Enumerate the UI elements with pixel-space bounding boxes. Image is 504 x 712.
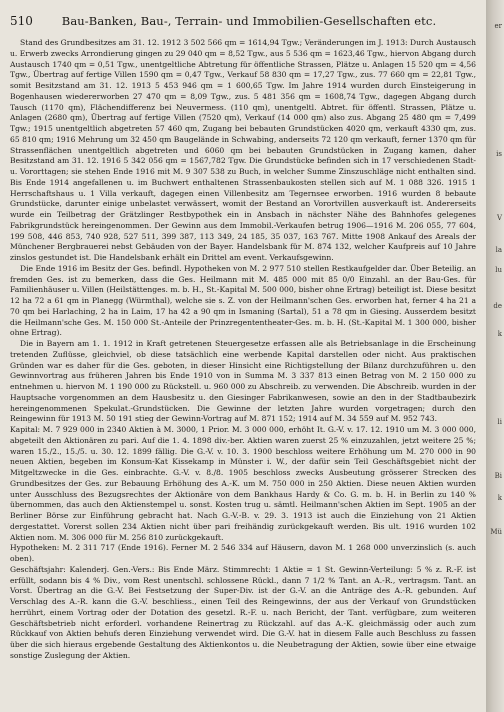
edge-fragment: Mü bbox=[490, 528, 502, 536]
adjacent-page-edge bbox=[486, 0, 504, 712]
paragraph-steuergesetze: Die in Bayern am 1. 1. 1912 in Kraft getretenen Steuergesetze erfassen alle als Betriebsanlage in die Erscheinung tretenden Zuflüsse, gleichviel, ob diese tatsächlich eine werbende Kapital darstellen oder nicht. Aus praktischen Gründen war es daher für die Ges. geboten, in dieser Hinsicht eine Richtigstellung der Bilanz durchzuführen u. den Gewinnvortrag aus früheren Jahren bis Ende 1910 von in Summa M. 3 337 813 einen Betrag von M. 2 150 000 zu entnehmen u. hiervon M. 1 190 000 zu Rückstell. u. 960 000 zu Abschreib. zu verwenden. Die Abschreib. wurden in der Hauptsache vorgenommen an dem Hausbesitz u. den Giesinger Fabrikanwesen, sowie an den in der Stadtbaubezirk hereingenommenen Spekulat.-Grundstücken. Die Gewinne der letzten Jahre wurden vorgetragen; durch den Reingewinn für 1913 M. 50 191 stieg der Gewinn-Vortrag auf M. 871 152; 1914 auf M. 34 559 auf M. 952 743. bbox=[10, 339, 476, 424]
running-title: Bau-Banken, Bau-, Terrain- und Immobilien-Gesellschaften etc. bbox=[61, 14, 437, 28]
page-number: 510 bbox=[10, 14, 33, 28]
paragraph-geschaeftsjahr: Geschäftsjahr: Kalenderj. Gen.-Vers.: Bis Ende März. Stimmrecht: 1 Aktie = 1 St. Gewinn-Verteilung: 5 % z. R.-F. ist erfüllt, sodann bis 4 % Div., vom Rest unentschl. schlossene Rückl., dann 7 1/2 % Tant. an A.-R., vertragsm. Tant. an Vorst. Übertrag an die G.-V. Bei Festsetzung der Super-Div. ist der G.-V. an die Anträge des A.-R. gebunden. Auf Verschlag des A.-R. kann die G.-V. beschliess., einen Teil des Reingewinns, der aus der Verkauf von Grundstücken herrührt, einem Vortrag oder der Dotation des gesetzl. R.-F. u. nach Bericht, der Tant. verfügbare, zum weiteren Geschäftsbetrieb nicht erforderl. vorhandene Reinertrag zu Rückzahl. auf das A.-K. gleichmässig oder auch zum Rückkauf von Aktien behufs deren Einziehung verwendet wird. Die G.-V. hat in diesem Falle auch Beschluss zu fassen über die sich hieraus ergebende Gestaltung des Aktienkontos u. die Neubetragung der Aktien, sowie über eine etwaige sonstige Zuslegung der Aktien. bbox=[10, 564, 476, 660]
page-header bbox=[10, 14, 476, 28]
body-text bbox=[10, 38, 476, 662]
paragraph-hypotheken: Hypotheken: M. 2 311 717 (Ende 1916). Ferner M. 2 546 334 auf Häusern, davon M. 1 268 000 unverzinslich (s. auch oben). bbox=[10, 543, 476, 563]
edge-fragment: k bbox=[497, 330, 502, 338]
edge-fragment: is bbox=[496, 150, 502, 158]
paragraph-hypotheken-beteiligungen: Die Ende 1916 im Besitz der Ges. befindl. Hypotheken von M. 2 977 510 stellen Restkaufgelder dar. Über Beteilig. an fremden Ges. ist zu bemerken, dass die Ges. Heilmann mit M. 485 000 mit 85 0/0 Einzahl. an der Bau-Ges. für Familienhäuser u. Villen (Heilstättenges. m. b. H., St.-Kapital M. 500 000, bisher ohne Ertrag) beteiligt ist. Diese besitzt 12 ha 72 a 61 qm in Planegg (Würmthal), welche sie s. Z. von der Heilmann'schen Ges. erworben hat, ferner 4 ha 21 a 70 qm bei Harlaching, 2 ha in Laim, 17 ha 42 a 90 qm in Ismaning (Sartal), 51 a 78 qm in Giesing. Ausserdem besitzt die Heilmann'sche Ges. M. 150 000 St.-Anteile der Prinzregententheater-Ges. m. b. H. (St.-Kapital M. 1 300 000, bisher ohne Ertrag). bbox=[10, 263, 476, 338]
edge-fragment: de bbox=[493, 302, 502, 310]
edge-fragment: lu bbox=[495, 266, 502, 274]
edge-fragment: k bbox=[497, 494, 502, 502]
edge-fragment: la bbox=[495, 246, 502, 254]
edge-fragment: V bbox=[496, 214, 502, 222]
edge-fragment: er bbox=[494, 22, 502, 30]
paragraph-grundbesitz: Stand des Grundbesitzes am 31. 12. 1912 3 502 566 qm = 1614,94 Tgw.; Veränderungen im J. 1913: Durch Austausch u. Erwerb zwecks Arrondierung gingen zu 29 040 qm = 8,52 Tgw., aus 5 536 qm = 1623,46 Tgw., hiervon Abgang durch Austausch 1740 qm = 0,51 Tgw., unentgeltliche Abtretung für öffentliche Strassen, Plätze u. Anlagen 15 520 qm = 4,56 Tgw., Übertrag auf fertige Villen 1590 qm = 0,47 Tgw., Verkauf 58 830 qm = 17,27 Tgw., zus. 77 660 qm = 22,81 Tgw., somit Besitzstand am 31. 12. 1913 5 453 946 qm = 1 600,65 Tgw. Im Jahre 1914 wurden durch Einsteigerung in Bogenhausen wiedererworben 27 470 qm = 8,09 Tgw., zus. 5 481 356 qm = 1608,74 Tgw., dagegen Abgang durch Tausch (1170 qm), Flächendifferenz bei Neuvermess. (110 qm), unentgeltl. Abtret. für öffentl. Strassen, Plätze u. Anlagen (2680 qm), Übertrag auf fertige Villen (7520 qm), Verkauf (14 000 qm) also zus. Abgang 25 480 qm = 7,499 Tgw.; 1915 unentgeltlich abgetreten 57 460 qm, Zugang bei bebauten Grundstücken 4020 qm, verkauft 4330 qm, zus. 65 810 qm; 1916 Mehrung um 32 450 qm Baugelände in Schwabing, anderseits 72 120 qm verkauft, ferner 1370 qm für Strassenflächen unentgeltlich abgetreten und 6060 qm bei bebauten Grundstücken in Zugang kamen, daher Besitzstand am 31. 12. 1916 5 342 056 qm = 1567,782 Tgw. Die Grundstücke befinden sich in 17 verschiedenen Stadt- u. Vororttagen; sie stehen Ende 1916 mit M. 9 307 538 zu Buch, in welcher Summe Zinszuschläge nicht enthalten sind. Bis Ende 1914 angefallenen u. im Buchwert enthaltenen Strassenbaukosten stellen sich auf M. 1 088 326. 1915 1 Herrschaftshaus u. 1 Villa verkauft, dagegen einen Villenbesitz am Tegernsee erworben. 1916 wurden 8 bebaute Grundstücke, darunter einige unbelastet verwässert, womit der Bestand an Vorortvillen ausverkauft ist. Andererseits wurde ein Teilbetrag der Grätzlinger Restbypothek ein in Ansbach in nächster Nähe des Bahnhofes gelegenes Fabrikgrundstück hereingenommen. Der Gewinn aus dem Immobil.-Verkaufen betrug 1906—1916 M. 206 055, 77 604, 199 508, 446 853, 740 928, 527 511, 399 387, 113 349, 24 185, 35 037, 163 767. Mitte 1908 Ankauf des Areals der Münchener Bergbrauerei nebst Gebäuden von der Bayer. Handelsbank für M. 874 132, welcher Kaufpreis auf 10 Jahre zinslos gestundet ist. Die Handelsbank erhält ein Drittel am event. Verkaufsgewinn. bbox=[10, 38, 476, 262]
edge-fragment: li bbox=[497, 418, 502, 426]
edge-fragment: Bi bbox=[494, 472, 502, 480]
paragraph-kapital: Kapital: M. 7 929 000 in 2340 Aktien à M. 3000, 1 Prior. M. 3 000 000, erhöht It. G.-V. v. 17. 12. 1910 um M. 3 000 000, abgeteilt den Aktionären zu pari. Auf die 1. 4. 1898 div.-ber. Aktien waren zuerst 25 % einzuzahlen, jetzt weitere 25 %; waren 15./2., 15./5. u. 30. 12. 1899 fällig. Die G.-V. v. 10. 3. 1900 beschloss weitere Erhöhung um M. 270 000 in 90 neuen Aktien, begeben im Konsum-Kat Kissekamp in Münster i. W., der dafür sein Teil Geschäftsgebiet nicht der Mitgeltzwecke in die Ges. einbrachte. G.-V. v. 8./8. 1905 beschloss zwecks Ausbeutung grösserer Strecken des Grundbesitzes der Ges. zur Bebauung Erhöhung des A.-K. um M. 750 000 in 250 Aktien. Diese neuen Aktien wurden unter Ausschluss des Bezugsrechtes der Aktionäre von dem Bankhaus Hardy & Co. G. m. b. H. in Berlin zu 140 % übernommen, das auch den Aktienstempel u. sonst. Kosten trug u. sämtl. Heilmann'schen Aktien im Sept. 1905 an der Berliner Börse zur Einführung gebracht hat. Nach G.-V.-B. v. 29. 3. 1913 ist auch die Einziehung von 21 Aktien dergestattet. Vorerst sollen 234 Aktien nicht über pari freihändig zurückgekauft werden. Bis ult. 1916 wurden 102 Aktien nom. M. 306 000 für M. 256 810 zurückgekauft. bbox=[10, 425, 476, 542]
